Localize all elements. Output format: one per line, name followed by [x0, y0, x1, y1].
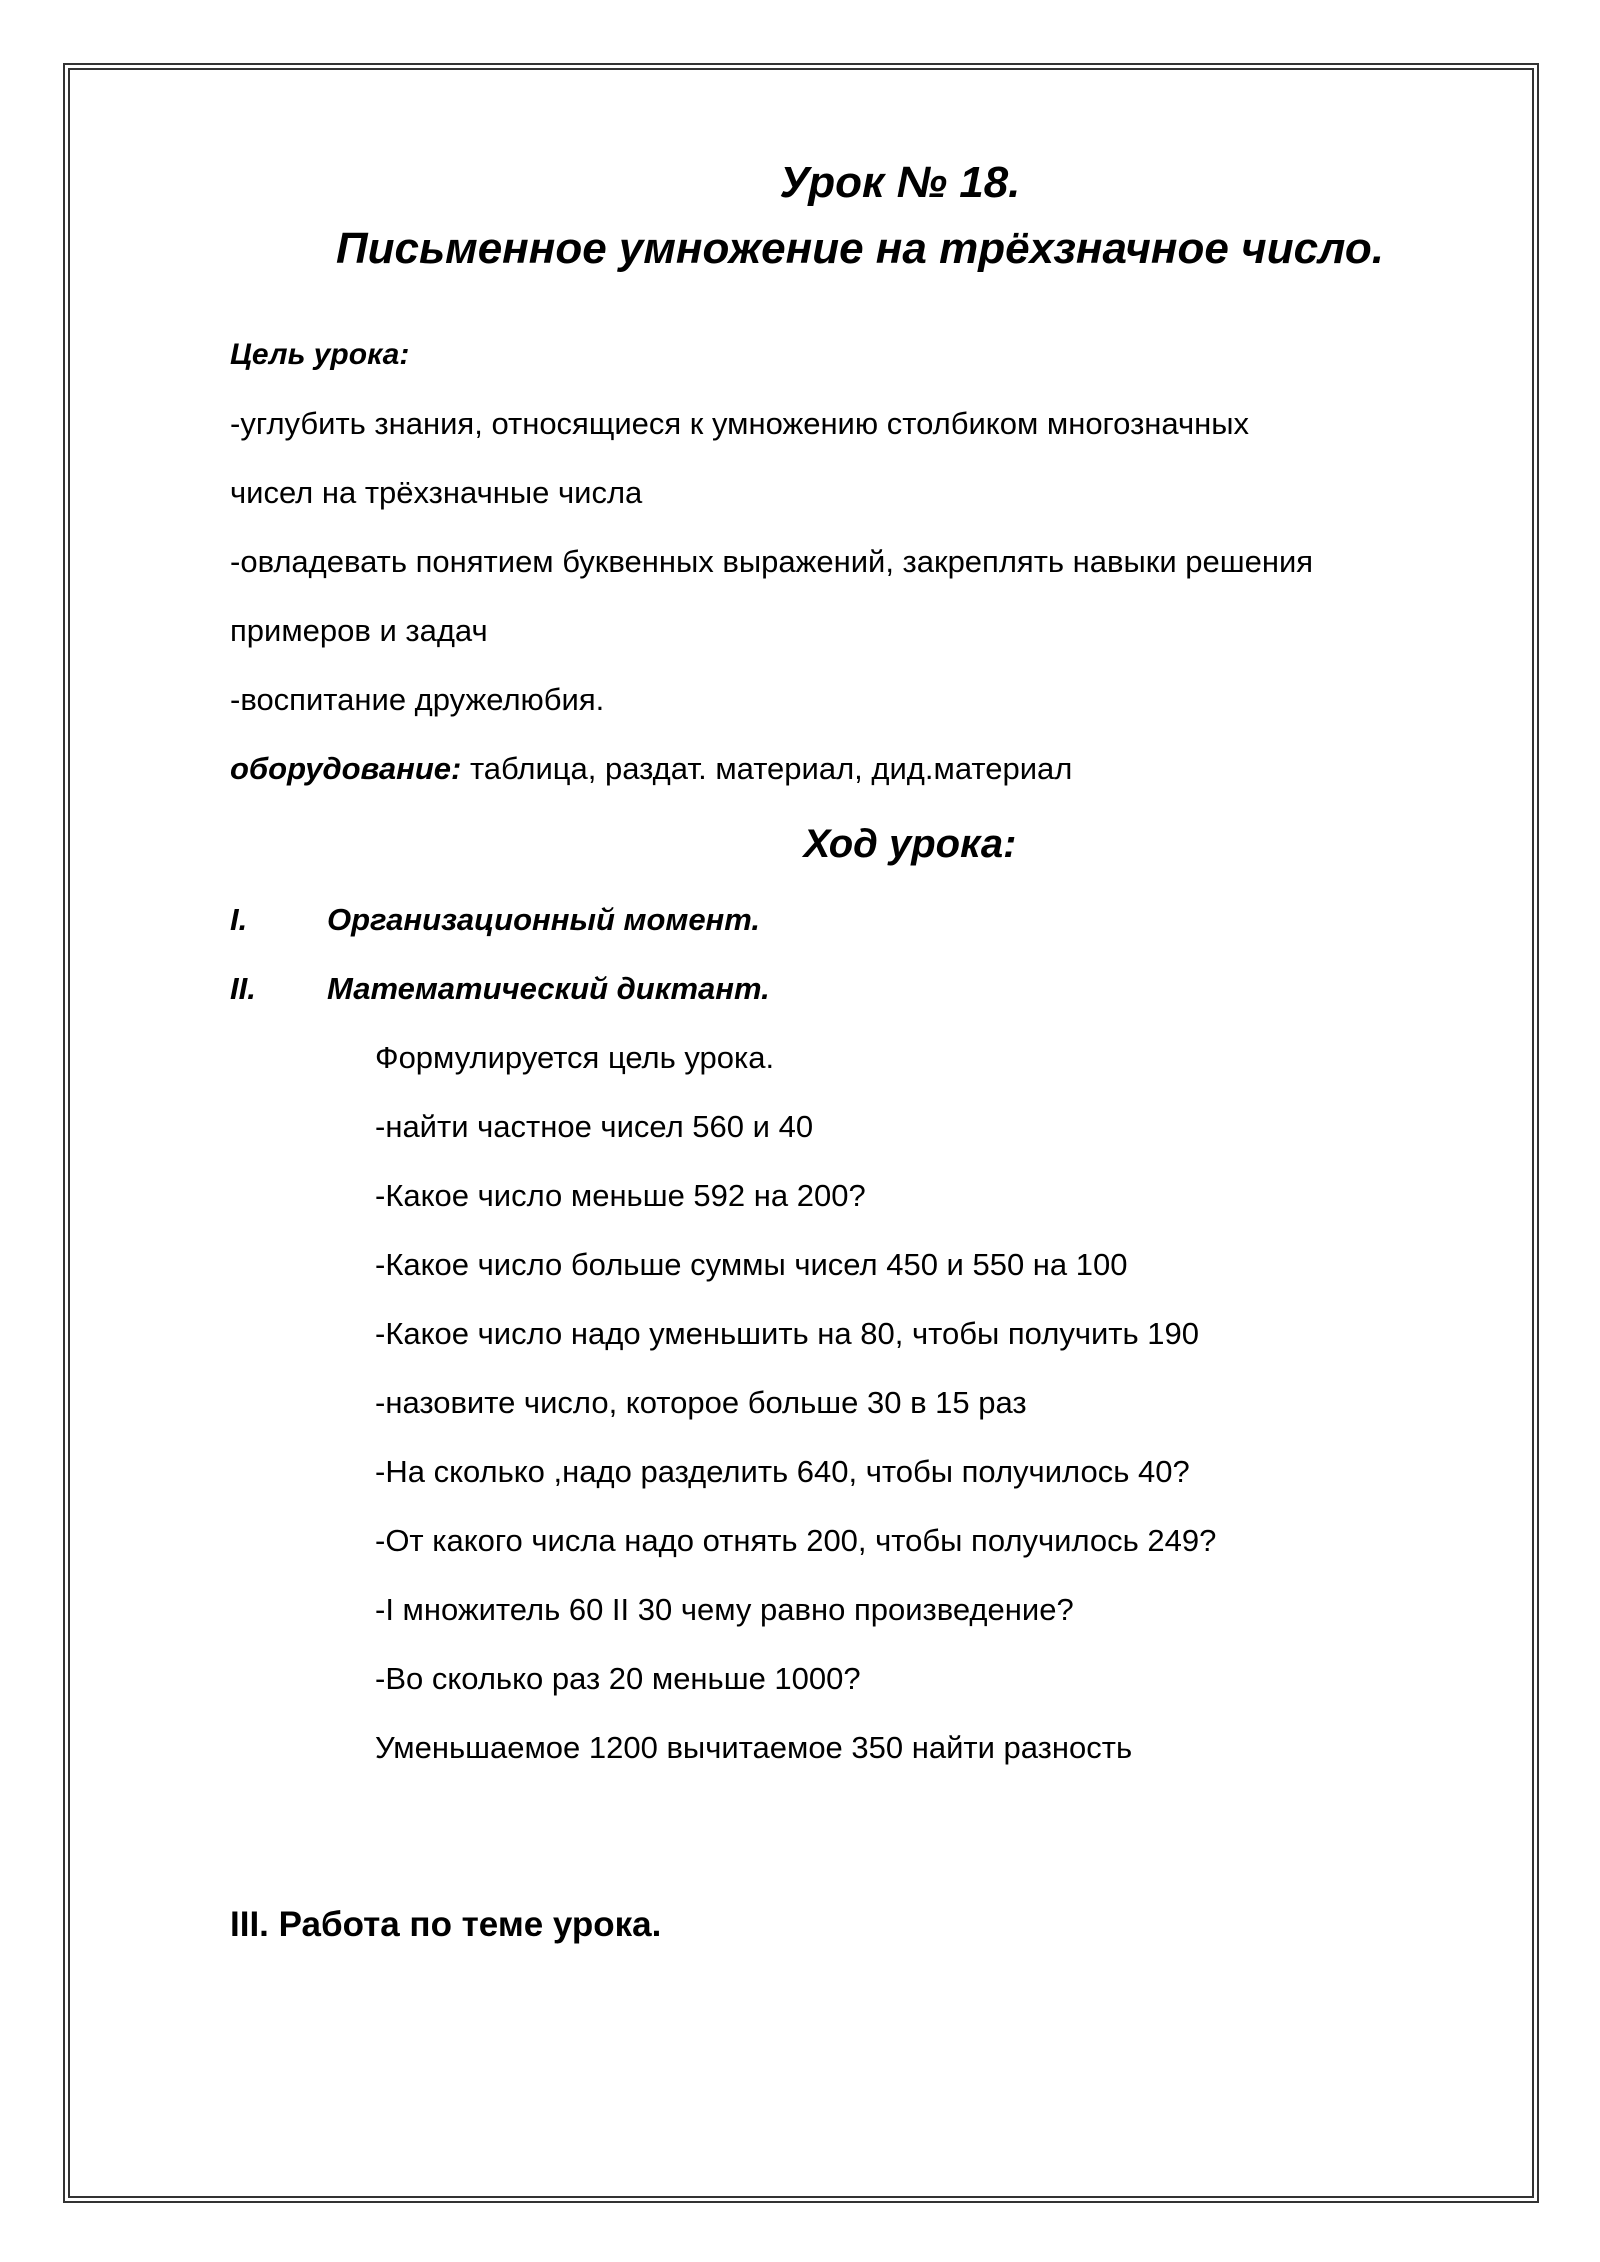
lesson-title	[230, 150, 1490, 282]
dictation-item: -От какого числа надо отнять 200, чтобы получилось 249?	[375, 1523, 1217, 1558]
dictation-item: -Какое число надо уменьшить на 80, чтобы получить 190	[375, 1316, 1199, 1351]
lesson-topic: Письменное умножение на трёхзначное число.	[336, 224, 1384, 273]
section-number: I.	[230, 902, 248, 937]
dictation-item: -Какое число меньше 592 на 200?	[375, 1178, 866, 1213]
section-item	[230, 900, 1490, 969]
dictation-list	[230, 1038, 1490, 1797]
goal-line: -овладевать понятием буквенных выражений, закреплять навыки решения	[230, 544, 1314, 579]
dictation-item: -На сколько ,надо разделить 640, чтобы получилось 40?	[375, 1454, 1190, 1489]
section-3-heading: III. Работа по теме урока.	[230, 1905, 662, 1944]
equipment-label: оборудование:	[230, 751, 462, 786]
dictation-item: -найти частное чисел 560 и 40	[375, 1109, 814, 1144]
document-body	[230, 335, 1490, 1797]
goal-line: примеров и задач	[230, 613, 488, 648]
equipment-text: таблица, раздат. материал, дид.материал	[461, 751, 1073, 786]
dictation-item: Уменьшаемое 1200 вычитаемое 350 найти разность	[375, 1730, 1133, 1765]
section-title: Организационный момент.	[327, 902, 761, 937]
dictation-item: -назовите число, которое больше 30 в 15 раз	[375, 1385, 1027, 1420]
goal-line: -воспитание дружелюбия.	[230, 682, 605, 717]
section-number: II.	[230, 971, 256, 1006]
dictation-item: -Во сколько раз 20 меньше 1000?	[375, 1661, 861, 1696]
goal-line: чисел на трёхзначные числа	[230, 475, 643, 510]
dictation-item: -Какое число больше суммы чисел 450 и 550 на 100	[375, 1247, 1128, 1282]
section-item	[230, 969, 1490, 1038]
equipment-line	[230, 749, 1490, 818]
goal-line: -углубить знания, относящиеся к умножению столбиком многозначных	[230, 406, 1250, 441]
goal-heading: Цель урока:	[230, 338, 410, 371]
lesson-number: Урок № 18.	[779, 158, 1021, 207]
dictation-item: -I множитель 60 II 30 чему равно произведение?	[375, 1592, 1074, 1627]
course-heading: Ход урока:	[803, 822, 1017, 866]
section-title: Математический диктант.	[327, 971, 770, 1006]
dictation-item: Формулируется цель урока.	[375, 1040, 775, 1075]
